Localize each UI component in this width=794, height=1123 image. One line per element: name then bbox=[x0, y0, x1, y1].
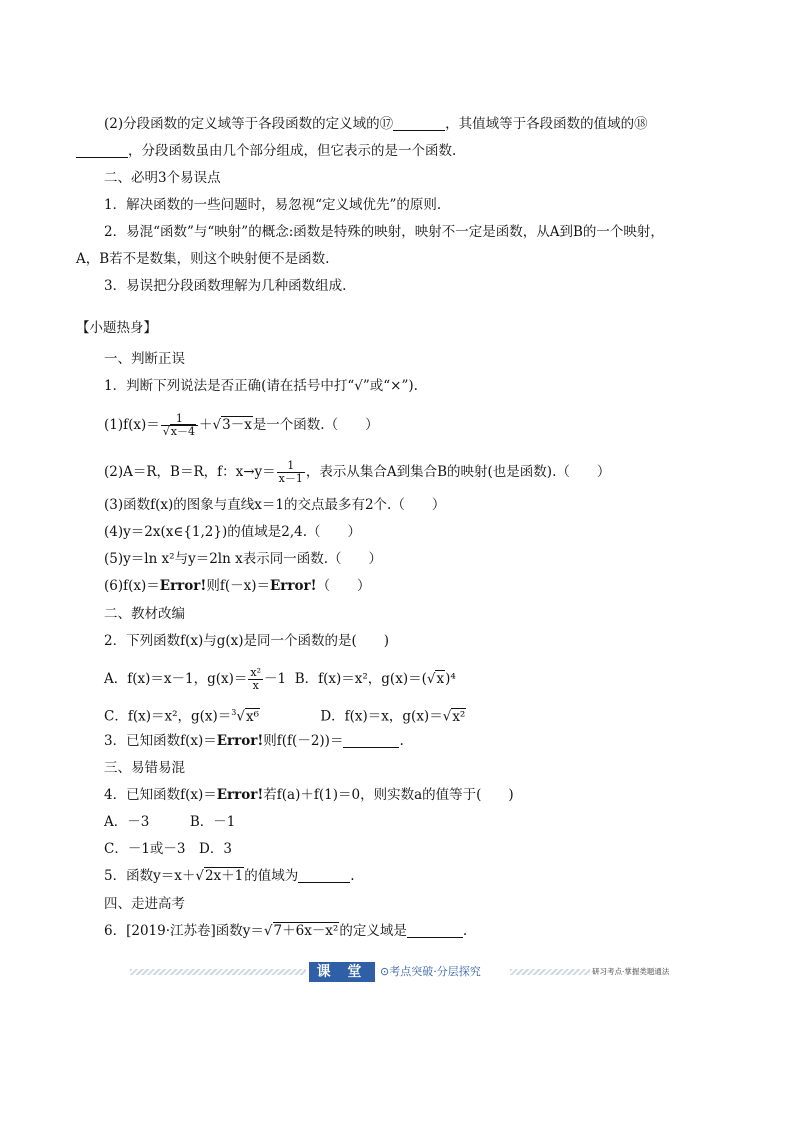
answer-blank-18[interactable] bbox=[76, 143, 128, 158]
answer-blank-q5[interactable] bbox=[298, 868, 350, 883]
option-4-a-b: A．－3 B．－1 bbox=[104, 814, 236, 830]
question-1-1: (1)f(x)＝ $\frac{1}{√x-4}$ ＋√3－x是一个函数.（ ） bbox=[104, 412, 379, 438]
question-1-5: (5)y＝ln x²与y＝2ln x表示同一函数.（ ） bbox=[104, 551, 383, 567]
pitfall-2-line1: 2．易混“函数”与“映射”的概念:函数是特殊的映射，映射不一定是函数，从A到B的一个映射， bbox=[104, 224, 664, 240]
fraction: $\frac{1}{x-1}$ bbox=[278, 459, 303, 485]
question-3: 3．已知函数f(x)＝Error!则f(f(－2))＝ . bbox=[104, 733, 404, 749]
option-4-c-d: C．－1或－3 D．3 bbox=[104, 841, 232, 857]
pitfall-1: 1．解决函数的一些问题时，易忽视“定义域优先”的原则. bbox=[104, 197, 442, 213]
answer-blank-17[interactable] bbox=[393, 116, 445, 131]
fraction: $\frac{\text{x²}}{x}$ bbox=[250, 666, 262, 692]
question-5: 5．函数y＝x＋√2x＋1的值域为 . bbox=[104, 868, 355, 884]
pitfall-3: 3．易误把分段函数理解为几种函数组成. bbox=[104, 278, 347, 294]
section-title: 【小题热身】 bbox=[76, 320, 157, 336]
banner-stripe-mid bbox=[510, 969, 590, 975]
option-2-a-b: A．f(x)＝x－1，g(x)＝ $\frac{\text{x²}}{x}$ －1 B．f(x)＝x²，g(x)＝(√x)⁴ bbox=[104, 666, 456, 692]
option-2-c-d: C．f(x)＝x²，g(x)＝$^3$√x⁶ D．f(x)＝x，g(x)＝√x² bbox=[104, 708, 466, 725]
answer-blank-q3[interactable] bbox=[343, 733, 399, 748]
question-1-2: (2)A＝R，B＝R，f：x→y＝ $\frac{1}{x-1}$ ，表示从集合A到集合B的映射(也是函数).（ ） bbox=[104, 459, 611, 485]
question-1: 1．判断下列说法是否正确(请在括号中打“√”或“×”). bbox=[104, 378, 418, 394]
answer-blank-q6[interactable] bbox=[407, 923, 463, 938]
heading-gaokao: 四、走进高考 bbox=[104, 896, 185, 912]
question-4: 4．已知函数f(x)＝Error!若f(a)＋f(1)＝0，则实数a的值等于( ) bbox=[104, 787, 514, 803]
banner-right-text: 研习考点·掌握类题通法 bbox=[592, 967, 670, 976]
fraction: $\frac{1}{√x-4}$ bbox=[161, 413, 198, 438]
banner-subtitle: ⊙考点突破·分层探究 bbox=[380, 965, 481, 978]
banner-stripe-left bbox=[130, 969, 306, 975]
heading-judge: 一、判断正误 bbox=[104, 351, 185, 367]
banner-title: 课 堂 bbox=[309, 962, 375, 982]
question-1-3: (3)函数f(x)的图象与直线x＝1的交点最多有2个.（ ） bbox=[104, 497, 446, 513]
question-1-6: (6)f(x)＝Error!则f(－x)＝Error!（ ） bbox=[104, 578, 371, 594]
heading-textbook: 二、教材改编 bbox=[104, 606, 185, 622]
paragraph-piecewise-range: ，分段函数虽由几个部分组成，但它表示的是一个函数. bbox=[76, 141, 456, 161]
question-6: 6．[2019·江苏卷]函数y＝√7＋6x－x²的定义域是 . bbox=[104, 923, 468, 939]
question-2: 2．下列函数f(x)与g(x)是同一个函数的是( ) bbox=[104, 633, 390, 649]
classroom-banner bbox=[130, 962, 690, 984]
pitfall-2-line2: A，B若不是数集，则这个映射便不是函数. bbox=[76, 251, 330, 267]
heading-confusing: 三、易错易混 bbox=[104, 760, 185, 776]
paragraph-piecewise-domain: (2)分段函数的定义域等于各段函数的定义域的⑰ ，其值域等于各段函数的值域的⑱ bbox=[104, 116, 648, 132]
question-1-4: (4)y＝2x(x∈{1,2})的值域是2,4.（ ） bbox=[104, 524, 362, 540]
heading-pitfalls: 二、必明3个易误点 bbox=[104, 170, 221, 186]
